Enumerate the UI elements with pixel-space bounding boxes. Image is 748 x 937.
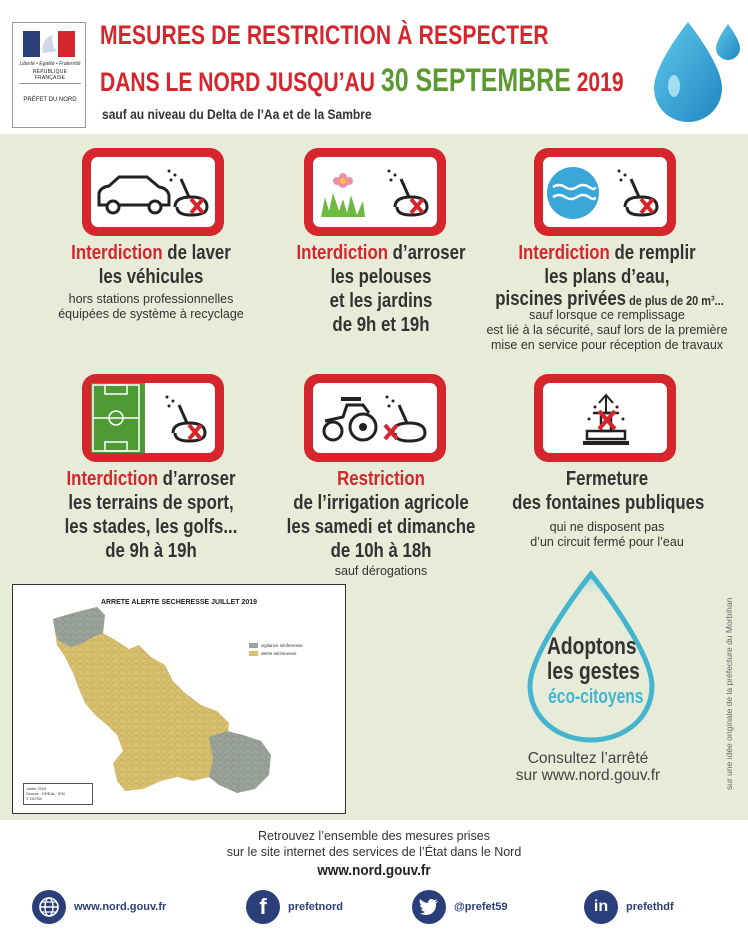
subtitle: sauf au niveau du Delta de l’Aa et de la Sambre [102, 106, 372, 122]
measure-2-line-2: les pelouses [330, 266, 432, 288]
footer-text [0, 828, 748, 860]
callout-line-2: les gestes [547, 658, 640, 685]
consult-line-1: Consultez l’arrêté [527, 750, 649, 767]
measure-5-line-4: de 10h à 18h [330, 540, 432, 562]
title-year: 2019 [570, 67, 624, 97]
measure-1-rest: de laver [162, 242, 231, 264]
twitter-icon [412, 890, 446, 924]
logo-prefecture: PRÉFET DU NORD [23, 97, 77, 103]
title-line-2-prefix: DANS LE NORD JUSQU’AU [100, 67, 381, 97]
sports-panel [82, 374, 224, 462]
title-line-1: MESURES DE RESTRICTION À RESPECTER [100, 20, 549, 50]
header [0, 0, 748, 132]
tractor-hose-icon [313, 383, 437, 453]
measure-6-note-2: d’un circuit fermé pour l’eau [530, 535, 684, 549]
footer-url[interactable]: www.nord.gouv.fr [317, 862, 431, 879]
social-facebook[interactable] [246, 890, 343, 924]
garden-hose-icon [313, 157, 437, 227]
social-website[interactable] [32, 890, 166, 924]
map-caption: Juillet 2019 Source : DREAL, IGN © DDTM [23, 783, 93, 805]
social-facebook-label: prefetnord [288, 901, 343, 913]
measure-3-note-3: mise en service pour réception de travaux [490, 338, 724, 352]
sports-field-hose-icon [91, 383, 215, 453]
measure-5-keyword: Restriction [337, 468, 425, 490]
callout-eco: éco-citoyens [548, 686, 644, 708]
measure-1-line-1 [66, 242, 236, 264]
measure-5-line-1 [293, 468, 469, 490]
republic-logo [12, 22, 86, 128]
measure-3-keyword: Interdiction [518, 242, 610, 264]
measure-6-line-1: Fermeture [565, 468, 649, 490]
social-website-label: www.nord.gouv.fr [74, 901, 167, 913]
title-line-2 [100, 62, 624, 99]
measure-4-line-4: de 9h à 19h [105, 540, 197, 562]
pool-hose-icon [543, 157, 667, 227]
legend-vigilance: vigilance sécheresse [249, 643, 303, 648]
consult-text [500, 750, 676, 784]
callout-title [547, 633, 640, 685]
measure-4-rest: d’arroser [157, 468, 236, 490]
garden-panel [304, 148, 446, 236]
water-drops-icon [646, 16, 746, 128]
callout-line-1: Adoptons [547, 633, 637, 660]
measure-2-line-1 [293, 242, 469, 264]
car-wash-panel [82, 148, 224, 236]
legend-alerte: alerte sécheresse [249, 651, 303, 656]
measure-1-note-2: équipées de système à recyclage [58, 307, 244, 321]
logo-republic: RÉPUBLIQUE FRANÇAISE [32, 69, 68, 81]
facebook-icon: f [246, 890, 280, 924]
map-title: ARRETE ALERTE SECHERESSE JUILLET 2019 [100, 599, 258, 606]
measure-3-pools: piscines privées [495, 288, 627, 310]
measure-5-line-2: de l’irrigation agricole [293, 492, 469, 514]
measure-3-line-2: les plans d’eau, [544, 266, 670, 288]
measure-2-rest: d’arroser [387, 242, 466, 264]
measure-2-line-4: de 9h et 19h [332, 314, 430, 336]
measure-1-keyword: Interdiction [71, 242, 163, 264]
measure-1-note-1: hors stations professionnelles [68, 292, 234, 306]
measure-3-line-1 [512, 242, 702, 264]
measure-3-rest: de remplir [609, 242, 696, 264]
footer-line-1: Retrouvez l’ensemble des mesures prises [257, 829, 491, 843]
social-linkedin[interactable] [584, 890, 674, 924]
social-twitter[interactable] [412, 890, 508, 924]
vertical-credit: sur une idée originale de la préfecture du Morbihan [724, 597, 734, 790]
measure-2-line-3: et les jardins [329, 290, 433, 312]
logo-divider [19, 83, 81, 84]
footer-line-2: sur le site internet des services de l’État dans le Nord [226, 845, 522, 859]
agriculture-panel [304, 374, 446, 462]
globe-icon [32, 890, 66, 924]
drought-map [12, 584, 346, 814]
fountain-panel [534, 374, 676, 462]
measure-4-line-1 [66, 468, 236, 490]
logo-motto: Liberté • Égalité • Fraternité [19, 61, 81, 67]
map-legend [249, 643, 303, 659]
social-linkedin-label: prefethdf [626, 901, 674, 913]
measure-6-line-2: des fontaines publiques [512, 492, 705, 514]
measure-3-volume: de plus de 20 m³... [626, 293, 724, 308]
consult-line-2: sur www.nord.gouv.fr [515, 767, 661, 784]
measure-4-keyword: Interdiction [66, 468, 158, 490]
measure-5-note-1: sauf dérogations [334, 564, 428, 578]
measure-6-note-1: qui ne disposent pas [549, 520, 665, 534]
measure-1-line-2: les véhicules [98, 266, 204, 288]
measure-3-note-1: sauf lorsque ce remplissage [529, 308, 685, 322]
measure-4-line-3: les stades, les golfs... [64, 516, 238, 538]
marianne-flag-icon [23, 31, 75, 57]
title-date: 30 SEPTEMBRE [380, 62, 571, 98]
main-panel [0, 134, 748, 820]
car-hose-icon [91, 157, 215, 227]
measure-2-keyword: Interdiction [296, 242, 388, 264]
fountain-icon [543, 383, 667, 453]
pool-panel [534, 148, 676, 236]
measure-4-line-2: les terrains de sport, [68, 492, 234, 514]
social-twitter-label: @prefet59 [454, 901, 508, 913]
measure-5-line-3: les samedi et dimanche [286, 516, 476, 538]
measure-3-note-2: est lié à la sécurité, sauf lors de la première [486, 323, 728, 337]
linkedin-icon: in [584, 890, 618, 924]
nord-department-map [13, 585, 347, 815]
